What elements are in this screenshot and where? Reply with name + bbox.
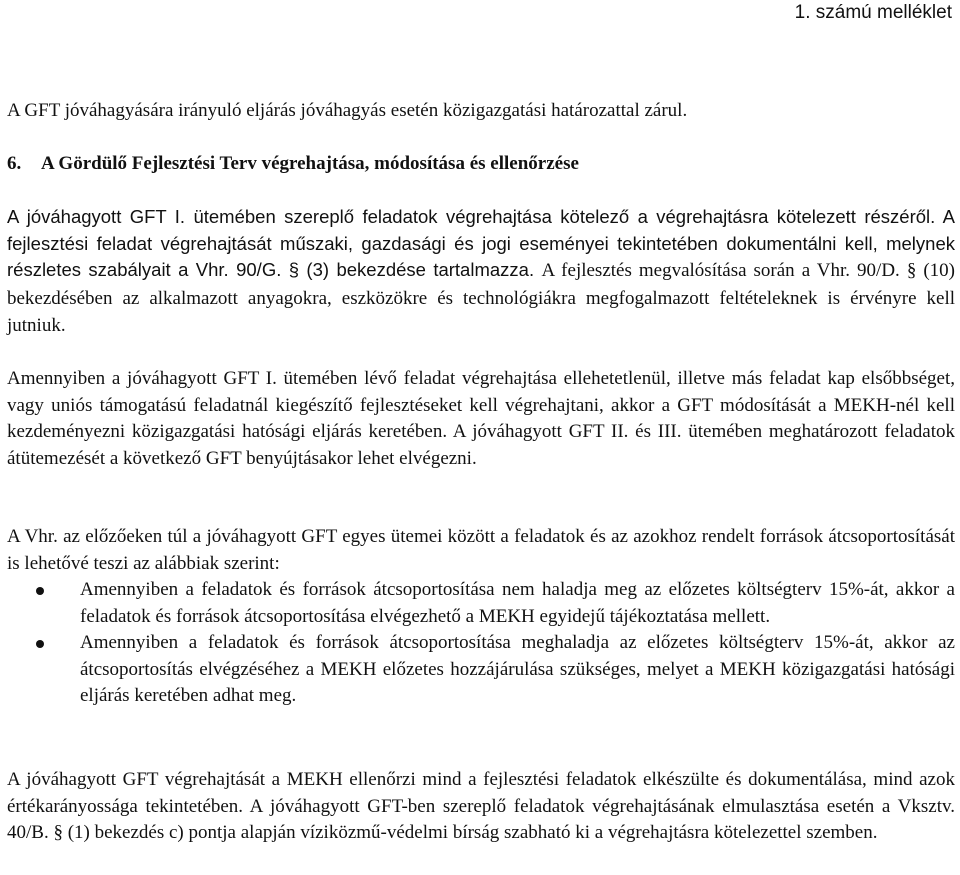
annex-label: 1. számú melléklet xyxy=(794,2,952,23)
bullet-icon xyxy=(36,587,44,595)
paragraph-implementation xyxy=(7,204,955,340)
list-item xyxy=(0,630,955,710)
section-number: 6. xyxy=(7,153,22,174)
paragraph-implementation-part1: A jóváhagyott GFT I. ütemében szereplő feladatok végrehajtása kötelező a végrehajtásra kötelezett részéről. A fejlesztési feladat végrehajtását műszaki, gazdasági és jogi eseményei tekintetében dokumentálni kell, melynek részletes szabályait a Vhr. 90/G. § (3) bekezdése tartalmazza. xyxy=(7,206,955,280)
paragraph-reallocation: A Vhr. az előzőeken túl a jóváhagyott GFT egyes ütemei között a feladatok és az azokhoz rendelt források átcsoportosítását is lehetővé teszi az alábbiak szerint: xyxy=(7,526,955,574)
list-item-text: Amennyiben a feladatok és források átcsoportosítása meghaladja az előzetes költségterv 15%-át, akkor az átcsoportosítás elvégzéséhez a MEKH előzetes hozzájárulása szükséges, melyet a MEKH közigazgatási hatósági eljárás keretében adhat meg. xyxy=(80,632,955,706)
section-heading xyxy=(7,153,579,175)
paragraph-control: A jóváhagyott GFT végrehajtását a MEKH ellenőrzi mind a fejlesztési feladatok elkészülte és dokumentálása, mind azok értékarányossága tekintetében. A jóváhagyott GFT-ben szereplő feladatok végrehajtásának elmulasztása esetén a Vksztv. 40/B. § (1) bekezdés c) pontja alapján víziközmű-védelmi bírság szabható ki a végrehajtásra kötelezettel szemben. xyxy=(7,769,955,843)
paragraph-implementation-part2: A fejlesztés megvalósítása során a Vhr. 90/D. § (10) bekezdésében az alkalmazott anyagokra, eszközökre és technológiákra megfogalmazott feltételeknek is érvényre kell jutniuk. xyxy=(7,260,955,336)
list-item xyxy=(0,577,955,630)
list-item-text: Amennyiben a feladatok és források átcsoportosítása nem haladja meg az előzetes költségterv 15%-át, akkor a feladatok és források átcsoportosítása elvégezhető a MEKH egyidejű tájékoztatása mellett. xyxy=(80,579,955,627)
paragraph-modification: Amennyiben a jóváhagyott GFT I. ütemében lévő feladat végrehajtása ellehetetlenül, illetve más feladat kap elsőbbséget, vagy uniós támogatású feladatnál kiegészítő fejlesztéseket kell végrehajtani, akkor a GFT módosítását a MEKH-nél kell kezdeményezni közigazgatási hatósági eljárás keretében. A jóváhagyott GFT II. és III. ütemében meghatározott feladatok átütemezését a következő GFT benyújtásakor lehet elvégezni. xyxy=(7,368,955,469)
section-title: A Gördülő Fejlesztési Terv végrehajtása, módosítása és ellenőrzése xyxy=(41,153,579,174)
bullet-icon xyxy=(36,640,44,648)
intro-paragraph: A GFT jóváhagyására irányuló eljárás jóváhagyás esetén közigazgatási határozattal zárul. xyxy=(7,100,688,121)
reallocation-list xyxy=(0,577,955,710)
